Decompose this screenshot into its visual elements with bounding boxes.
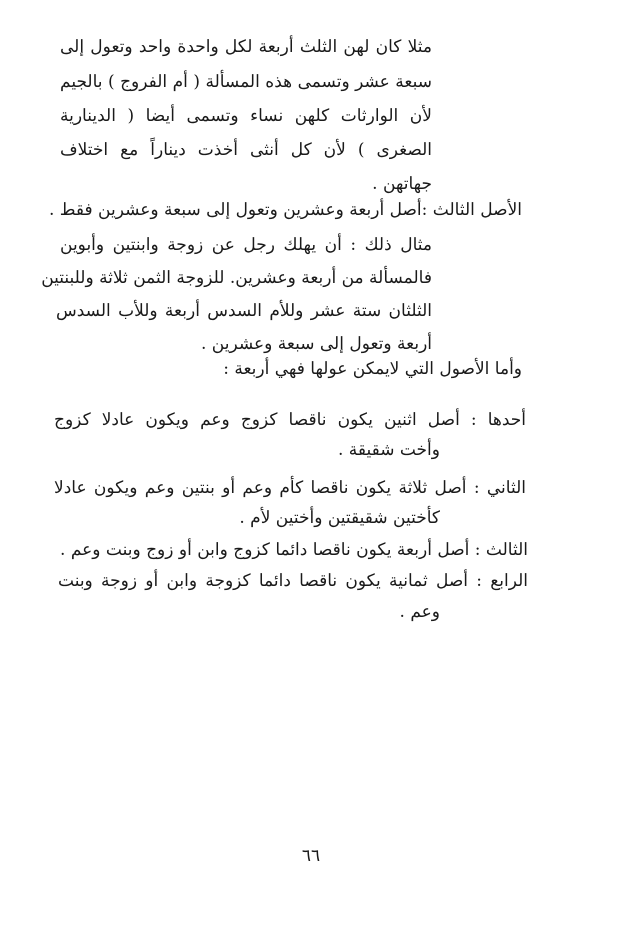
text-line: الثلثان ستة عشر وللأم السدس أربعة وللأب السدس [56,301,432,321]
text-line: مثال ذلك : أن يهلك رجل عن زوجة وابنتين وأبوين [60,235,432,255]
text-line: أربعة وتعول إلى سبعة وعشرين . [200,334,432,354]
text-line: الثالث : أصل أربعة يكون ناقصا دائما كزوج وابن أو زوج وبنت وعم . [60,540,528,560]
text-line: وعم . [399,602,440,622]
page-number: ٦٦ [301,846,321,866]
text-line: مثلا كان لهن الثلث أربعة لكل واحدة واحد وتعول إلى [60,37,432,57]
text-line: الأصل الثالث :أصل أربعة وعشرين وتعول إلى سبعة وعشرين فقط . [48,200,522,220]
text-line: كأختين شقيقتين وأختين لأم . [239,508,440,528]
text-line: أحدها : أصل اثنين يكون ناقصا كزوج وعم ويكون عادلا كزوج [54,410,526,430]
text-line: فالمسألة من أربعة وعشرين. للزوجة الثمن ثلاثة وللبنتين [41,268,432,288]
text-line: وأما الأصول التي لايمكن عولها فهي أربعة : [223,359,522,379]
text-line: الثاني : أصل ثلاثة يكون ناقصا كأم وعم أو بنتين وعم ويكون عادلا [54,478,526,498]
text-line: سبعة عشر وتسمى هذه المسألة ( أم الفروج ) بالجيم [60,72,432,92]
text-line: لأن الوارثات كلهن نساء وتسمى أيضا ( الدينارية [60,106,432,126]
text-line: الصغرى ) لأن كل أنثى أخذت ديناراً مع اختلاف [60,140,432,160]
text-line: جهاتهن . [372,174,432,194]
text-line: الرابع : أصل ثمانية يكون ناقصا دائما كزوجة وابن أو زوجة وبنت [58,571,528,591]
text-line: وأخت شقيقة . [337,440,440,460]
